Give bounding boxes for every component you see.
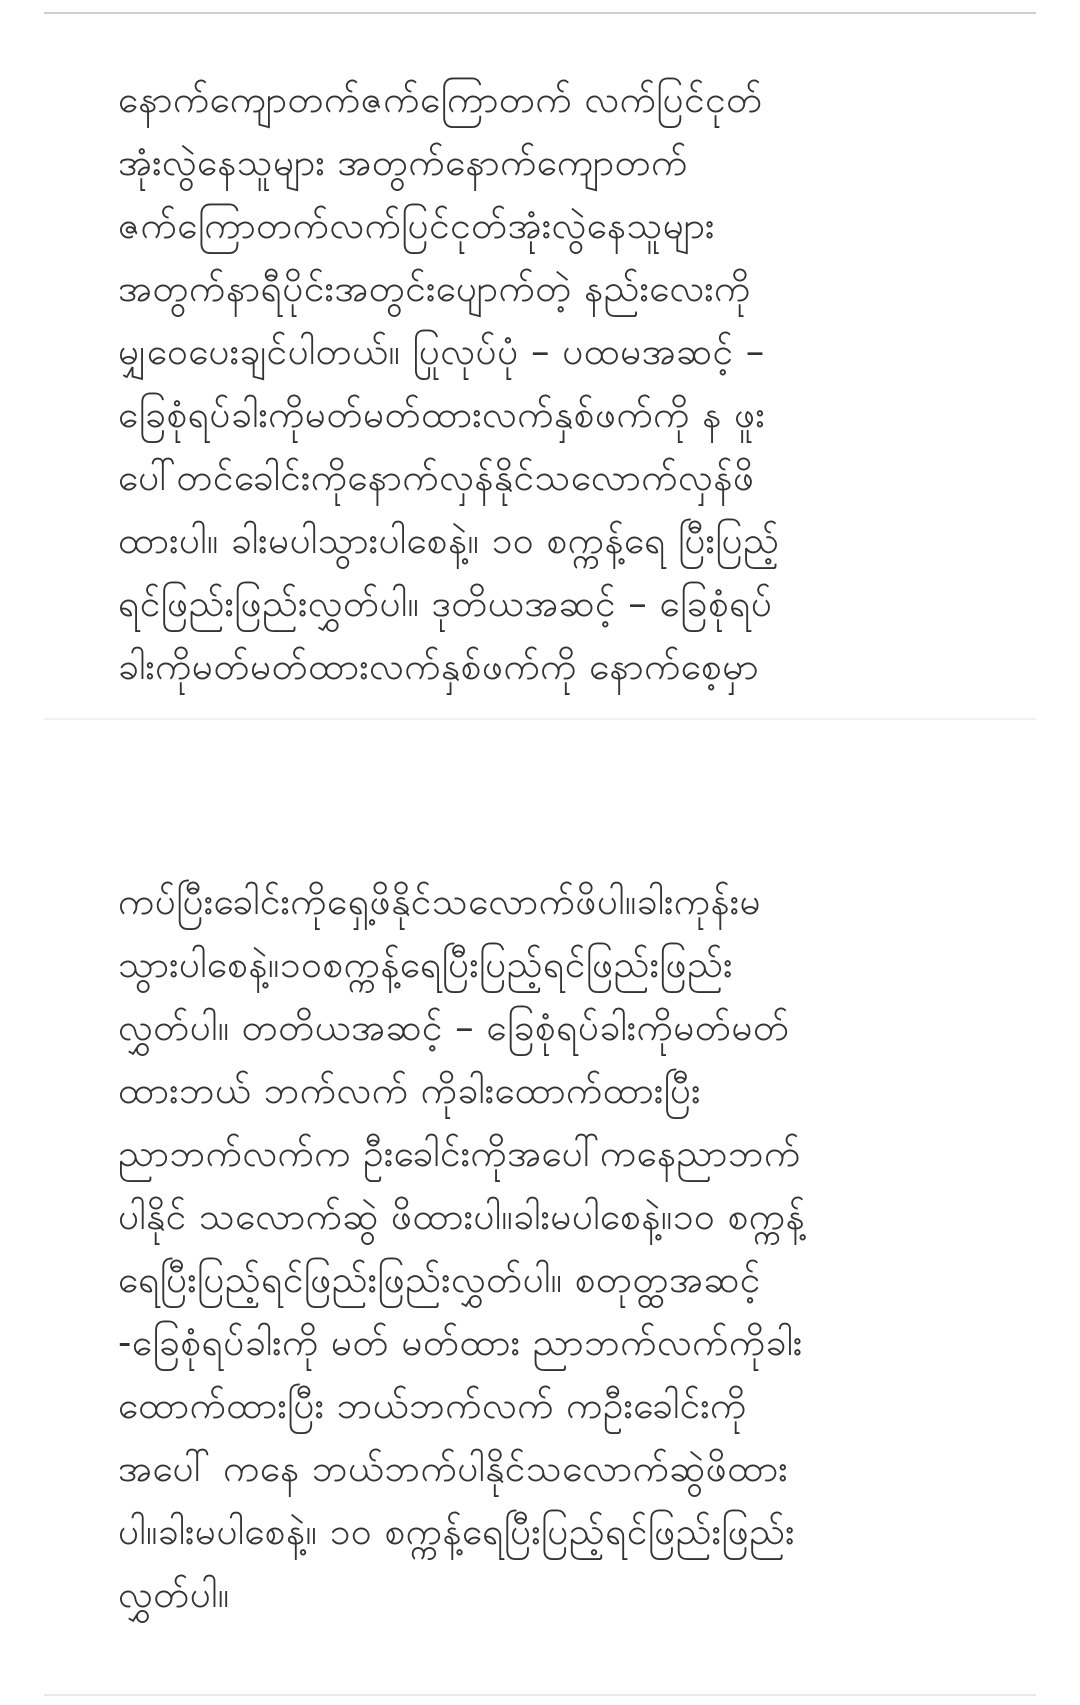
paragraph-line: ရေပြီးပြည့်ရင်ဖြည်းဖြည်းလွှတ်ပါ။ စတုတ္ထအဆင့် xyxy=(118,1258,761,1301)
paragraph-line: ညာဘက်လက်က ဦးခေါင်းကိုအပေါ်ကနေညာဘက် xyxy=(118,1132,801,1175)
paragraph-line: ဇက်ကြောတက်လက်ပြင်ငုတ်အုံးလွဲနေသူများ xyxy=(118,204,715,247)
paragraph-line: ပါနိုင် သလောက်ဆွဲ ဖိထားပါ။ခါးမပါစေနဲ့။၁၀ စက္ကန့် xyxy=(118,1195,806,1238)
paragraph-line: ထောက်ထားပြီး ဘယ်ဘက်လက် ကဦးခေါင်းကို xyxy=(118,1384,747,1427)
paragraph-line: -ခြေစုံရပ်ခါးကို မတ် မတ်ထား ညာဘက်လက်ကိုခါး xyxy=(118,1321,803,1364)
bottom-divider xyxy=(44,1694,1036,1696)
paragraph-line: ထားဘယ် ဘက်လက် ကိုခါးထောက်ထားပြီး xyxy=(118,1069,701,1112)
paragraph-line: အုံးလွဲနေသူများ အတွက်နောက်ကျောတက် xyxy=(118,141,688,184)
paragraph-line: အပေါ် ကနေ ဘယ်ဘက်ပါနိုင်သလောက်ဆွဲဖိထား xyxy=(118,1447,789,1490)
top-divider xyxy=(44,12,1036,14)
paragraph-line: အတွက်နာရီပိုင်းအတွင်းပျောက်တဲ့ နည်းလေးကို xyxy=(118,267,751,310)
paragraph-line: ကပ်ပြီးခေါင်းကိုရှေ့ဖိနိုင်သလောက်ဖိပါ။ခါးကုန်းမ xyxy=(118,880,762,923)
paragraph-line: နောက်ကျောတက်ဇက်ကြောတက် လက်ပြင်ငုတ် xyxy=(118,78,763,121)
paragraph-line: ထားပါ။ ခါးမပါသွားပါစေနဲ့။ ၁၀ စက္ကန့်ရေ ပြီးပြည့် xyxy=(118,519,780,562)
paragraph-line: လွှတ်ပါ။ xyxy=(118,1573,230,1616)
paragraph-line: ခါးကိုမတ်မတ်ထားလက်နှစ်ဖက်ကို နောက်စေ့မှာ xyxy=(118,645,760,688)
paragraph-1 xyxy=(118,68,996,698)
paragraph-line: ပါ။ခါးမပါစေနဲ့။ ၁၀ စက္ကန့်ရေပြီးပြည့်ရင်ဖြည်းဖြည်း xyxy=(118,1510,795,1553)
paragraph-line: ရင်ဖြည်းဖြည်းလွှတ်ပါ။ ဒုတိယအဆင့် – ခြေစုံရပ် xyxy=(118,582,773,625)
paragraph-line: လွှတ်ပါ။ တတိယအဆင့် – ခြေစုံရပ်ခါးကိုမတ်မတ် xyxy=(118,1006,790,1049)
paragraph-line: မျှဝေပေးချင်ပါတယ်။ ပြုလုပ်ပုံ – ပထမအဆင့် – xyxy=(118,330,765,373)
paragraph-2 xyxy=(118,870,996,1626)
paragraph-line: ပေါ်တင်ခေါင်းကိုနောက်လှန်နိုင်သလောက်လှန်ဖိ xyxy=(118,456,755,499)
text-block-1 xyxy=(44,40,1036,720)
text-block-2 xyxy=(44,860,1036,1660)
paragraph-line: ခြေစုံရပ်ခါးကိုမတ်မတ်ထားလက်နှစ်ဖက်ကို န ဖူး xyxy=(118,393,766,436)
paragraph-line: သွားပါစေနဲ့။၁၀စက္ကန့်ရေပြီးပြည့်ရင်ဖြည်းဖြည်း xyxy=(118,943,733,986)
